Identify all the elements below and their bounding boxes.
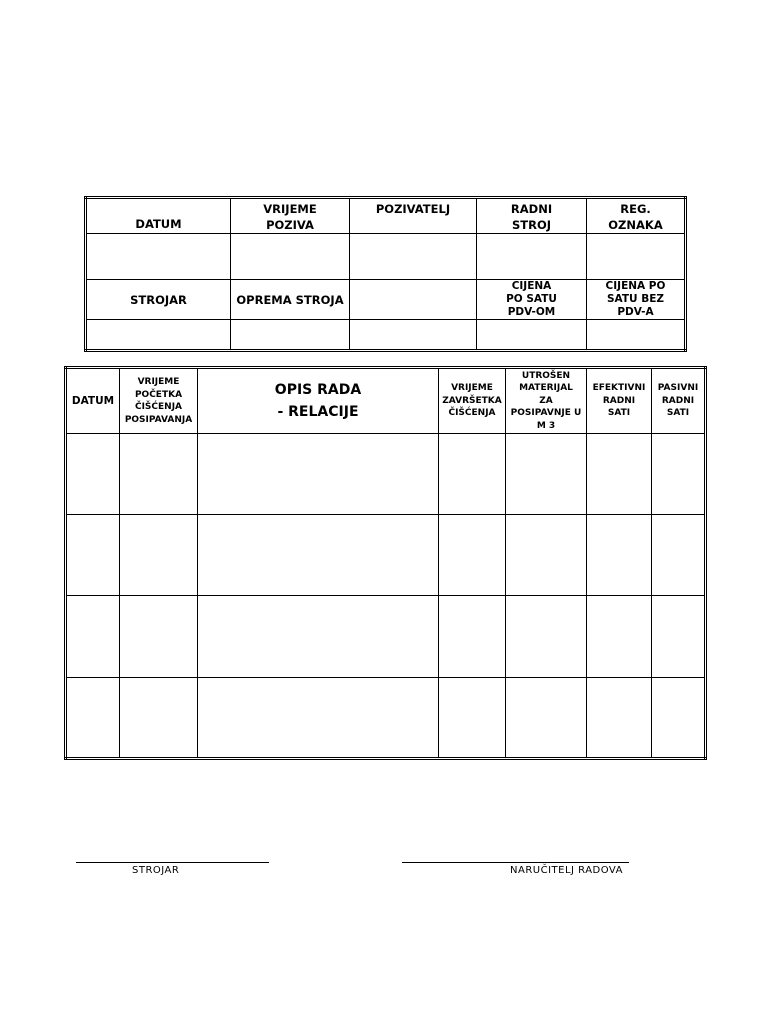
table1-header-row <box>86 198 686 234</box>
vrijeme-zavrsetka-header: VRIJEME ZAVRŠETKA ČIŠĆENJA <box>439 368 506 434</box>
pasivni-sati-cell[interactable] <box>652 678 706 759</box>
utrosen-materijal-cell[interactable] <box>506 515 587 596</box>
vrijeme-zavrsetka-cell[interactable] <box>439 434 506 515</box>
vrijeme-pocetka-cell[interactable] <box>120 678 198 759</box>
oprema-stroja-cell[interactable] <box>231 320 350 351</box>
datum-cell[interactable] <box>66 515 120 596</box>
pasivni-sati-cell[interactable] <box>652 434 706 515</box>
strojar-signature-line[interactable] <box>76 862 269 863</box>
opis-rada-header: OPIS RADA - RELACIJE <box>198 368 439 434</box>
pozivatelj-cell[interactable] <box>350 234 477 280</box>
efektivni-sati-cell[interactable] <box>587 434 652 515</box>
table-row <box>66 596 706 678</box>
utrosen-materijal-cell[interactable] <box>506 434 587 515</box>
opis-rada-cell[interactable] <box>198 678 439 759</box>
reg-oznaka-header: REG. OZNAKA <box>587 198 686 234</box>
empty-header-cell <box>350 280 477 320</box>
table1-entry-row-2 <box>86 320 686 351</box>
pasivni-sati-header: PASIVNI RADNI SATI <box>652 368 706 434</box>
datum-header: DATUM <box>66 368 120 434</box>
radni-stroj-header: RADNI STROJ <box>477 198 587 234</box>
vrijeme-poziva-cell[interactable] <box>231 234 350 280</box>
call-info-table <box>84 196 687 352</box>
vrijeme-zavrsetka-cell[interactable] <box>439 596 506 678</box>
vrijeme-zavrsetka-cell[interactable] <box>439 678 506 759</box>
vrijeme-pocetka-header: VRIJEME POČETKA ČIŠĆENJA POSIPAVANJA <box>120 368 198 434</box>
cijena-pdv-header: CIJENA PO SATU PDV-OM <box>477 280 587 320</box>
efektivni-sati-cell[interactable] <box>587 515 652 596</box>
datum-cell[interactable] <box>66 434 120 515</box>
empty-cell[interactable] <box>350 320 477 351</box>
cijena-bez-pdv-header: CIJENA PO SATU BEZ PDV-A <box>587 280 686 320</box>
opis-rada-cell[interactable] <box>198 434 439 515</box>
strojar-header: STROJAR <box>86 280 231 320</box>
vrijeme-pocetka-cell[interactable] <box>120 515 198 596</box>
vrijeme-poziva-header: VRIJEME POZIVA <box>231 198 350 234</box>
datum-cell[interactable] <box>86 234 231 280</box>
efektivni-sati-cell[interactable] <box>587 678 652 759</box>
table2-header-row <box>66 368 706 434</box>
pozivatelj-header: POZIVATELJ <box>350 198 477 234</box>
table1-entry-row <box>86 234 686 280</box>
strojar-cell[interactable] <box>86 320 231 351</box>
narucitelj-signature-label: NARUČITELJ RADOVA <box>510 865 623 876</box>
cijena-bez-pdv-cell[interactable] <box>587 320 686 351</box>
work-log-table <box>64 366 707 760</box>
strojar-signature-label: STROJAR <box>132 865 180 876</box>
cijena-pdv-cell[interactable] <box>477 320 587 351</box>
datum-cell[interactable] <box>66 678 120 759</box>
opis-rada-cell[interactable] <box>198 515 439 596</box>
datum-cell[interactable] <box>66 596 120 678</box>
vrijeme-pocetka-cell[interactable] <box>120 596 198 678</box>
table1-header-row-2 <box>86 280 686 320</box>
efektivni-sati-header: EFEKTIVNI RADNI SATI <box>587 368 652 434</box>
radni-stroj-cell[interactable] <box>477 234 587 280</box>
efektivni-sati-cell[interactable] <box>587 596 652 678</box>
pasivni-sati-cell[interactable] <box>652 515 706 596</box>
narucitelj-signature-line[interactable] <box>402 862 629 863</box>
vrijeme-pocetka-cell[interactable] <box>120 434 198 515</box>
opis-rada-cell[interactable] <box>198 596 439 678</box>
vrijeme-zavrsetka-cell[interactable] <box>439 515 506 596</box>
utrosen-materijal-header: UTROŠEN MATERIJAL ZA POSIPAVNJE U M 3 <box>506 368 587 434</box>
utrosen-materijal-cell[interactable] <box>506 596 587 678</box>
table-row <box>66 434 706 515</box>
utrosen-materijal-cell[interactable] <box>506 678 587 759</box>
table-row <box>66 515 706 596</box>
pasivni-sati-cell[interactable] <box>652 596 706 678</box>
reg-oznaka-cell[interactable] <box>587 234 686 280</box>
datum-header: DATUM <box>86 198 231 234</box>
oprema-stroja-header: OPREMA STROJA <box>231 280 350 320</box>
table-row <box>66 678 706 759</box>
